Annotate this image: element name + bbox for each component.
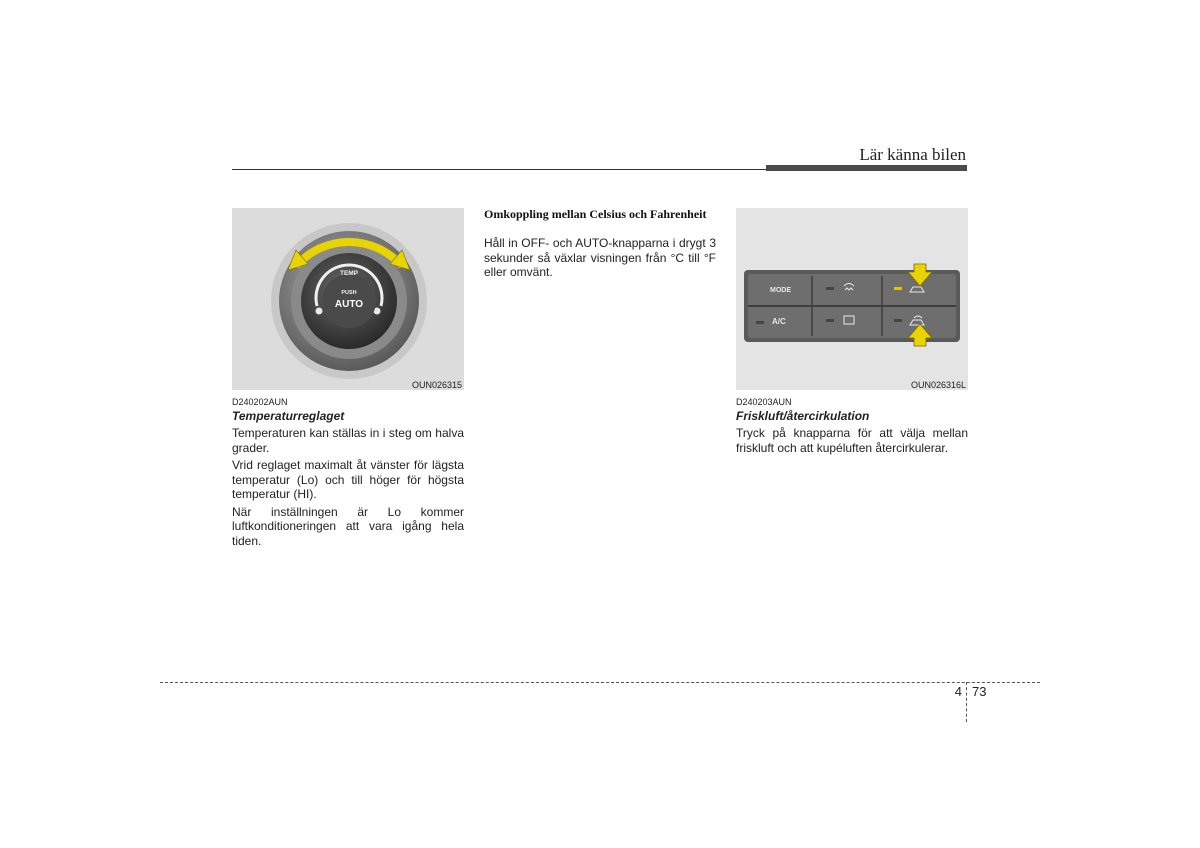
recirculation-panel-figure — [736, 208, 968, 390]
chapter-number: 4 — [954, 684, 962, 699]
doc-code: D240203AUN — [736, 397, 792, 407]
header-rule — [232, 169, 766, 170]
paragraph: Håll in OFF- och AUTO-knapparna i drygt 3 sekunder så växlar visningen från °C till °F eller omvänt. — [484, 236, 716, 279]
body-text — [736, 426, 968, 458]
paragraph: När inställningen är Lo kommer luftkonditioneringen att vara igång hela tiden. — [232, 504, 464, 548]
ac-button-label: A/C — [772, 317, 786, 326]
footer-rule — [160, 682, 1040, 683]
recirculation-panel-illustration — [736, 208, 968, 390]
temperature-knob-illustration — [232, 208, 464, 390]
section-title: Lär känna bilen — [859, 145, 966, 164]
paragraph: Vrid reglaget maximalt åt vänster för lägsta temperatur (Lo) och till höger för högsta temperatur (HI). — [232, 458, 464, 501]
doc-code: D240202AUN — [232, 397, 288, 407]
page-number: 73 — [972, 684, 987, 699]
section-heading: Omkoppling mellan Celsius och Fahrenheit — [484, 207, 707, 221]
knob-push-label: PUSH — [341, 290, 357, 296]
temperature-knob-figure — [232, 208, 464, 390]
knob-temp-label: TEMP — [339, 270, 359, 277]
mode-button-label: MODE — [770, 287, 791, 294]
body-text — [484, 236, 716, 283]
figure-code: OUN026315 — [411, 380, 462, 390]
knob-auto-label: AUTO — [334, 299, 364, 310]
header-rule-accent — [766, 165, 967, 171]
paragraph: Temperaturen kan ställas in i steg om halva grader. — [232, 426, 464, 455]
section-heading: Temperaturreglaget — [232, 409, 345, 423]
section-heading: Friskluft/återcirkulation — [736, 409, 870, 423]
paragraph: Tryck på knapparna för att välja mellan friskluft och att kupéluften återcirkulerar. — [736, 426, 968, 455]
figure-code: OUN026316L — [910, 380, 966, 390]
body-text — [232, 426, 464, 551]
footer-divider — [966, 682, 967, 722]
